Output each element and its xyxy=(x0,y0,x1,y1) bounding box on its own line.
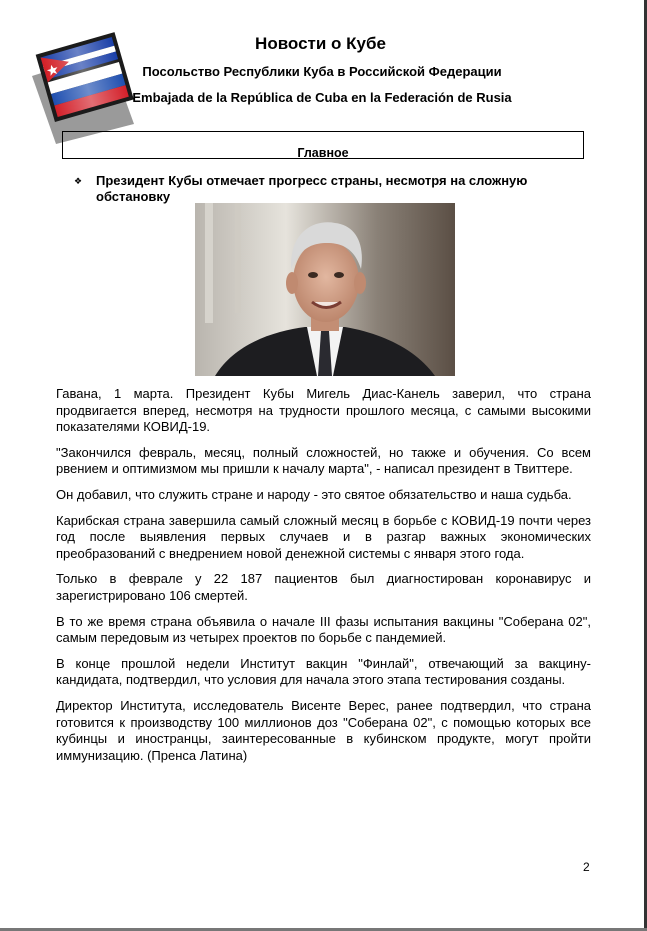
president-photo xyxy=(195,203,455,376)
article-paragraph: В конце прошлой недели Институт вакцин "Финлай", отвечающий за вакцину-кандидата, подтвердил, что условия для начала этого этапа тестирования созданы. xyxy=(56,655,591,688)
diamond-bullet-icon: ❖ xyxy=(74,176,83,186)
article-paragraph: Он добавил, что служить стране и народу - это святое обязательство и наша судьба. xyxy=(56,486,572,502)
section-label: Главное xyxy=(297,146,349,160)
article-headline: Президент Кубы отмечает прогресс страны, несмотря на сложную обстановку xyxy=(96,173,528,204)
article-paragraph: Карибская страна завершила самый сложный месяц в борьбе с КОВИД-19 почти через год после выявления первых случаев и в разгар важных экономических преобразований с внедрением новой денежной системы с января этого года. xyxy=(56,512,591,561)
article-paragraph: Гавана, 1 марта. Президент Кубы Мигель Диас-Канель заверил, что страна продвигается вперед, несмотря на трудности прошлого месяца, с самыми высокими показателями КОВИД-19. xyxy=(56,386,591,435)
article-paragraph: Директор Института, исследователь Висенте Верес, ранее подтвердил, что страна готовится к производству 100 миллионов доз "Соберана 02", с помощью которых все кубинцы и иностранцы, заинтересованные в кубинском продукте, могут пройти иммунизацию. (Пренса Латина) xyxy=(56,697,591,763)
embassy-name-es: Embajada de la República de Cuba en la Federación de Rusia xyxy=(132,90,512,105)
section-header-box xyxy=(62,131,584,159)
embassy-name-ru: Посольство Республики Куба в Российской Федерации xyxy=(142,64,502,79)
article-body xyxy=(56,386,591,773)
page-number: 2 xyxy=(583,860,590,874)
article-paragraph: "Закончился февраль, месяц, полный сложностей, но также и обучения. Со всем рвением и оптимизмом мы пришли к началу марта", - написал президент в Твиттере. xyxy=(56,444,591,477)
article-paragraph: Только в феврале у 22 187 пациентов был диагностирован коронавирус и зарегистрировано 106 смертей. xyxy=(56,571,591,603)
article-paragraph: В то же время страна объявила о начале III фазы испытания вакцины "Соберана 02", самым передовым из четырех проектов по борьбе с пандемией. xyxy=(56,613,591,646)
newsletter-title: Новости о Кубе xyxy=(255,34,386,53)
